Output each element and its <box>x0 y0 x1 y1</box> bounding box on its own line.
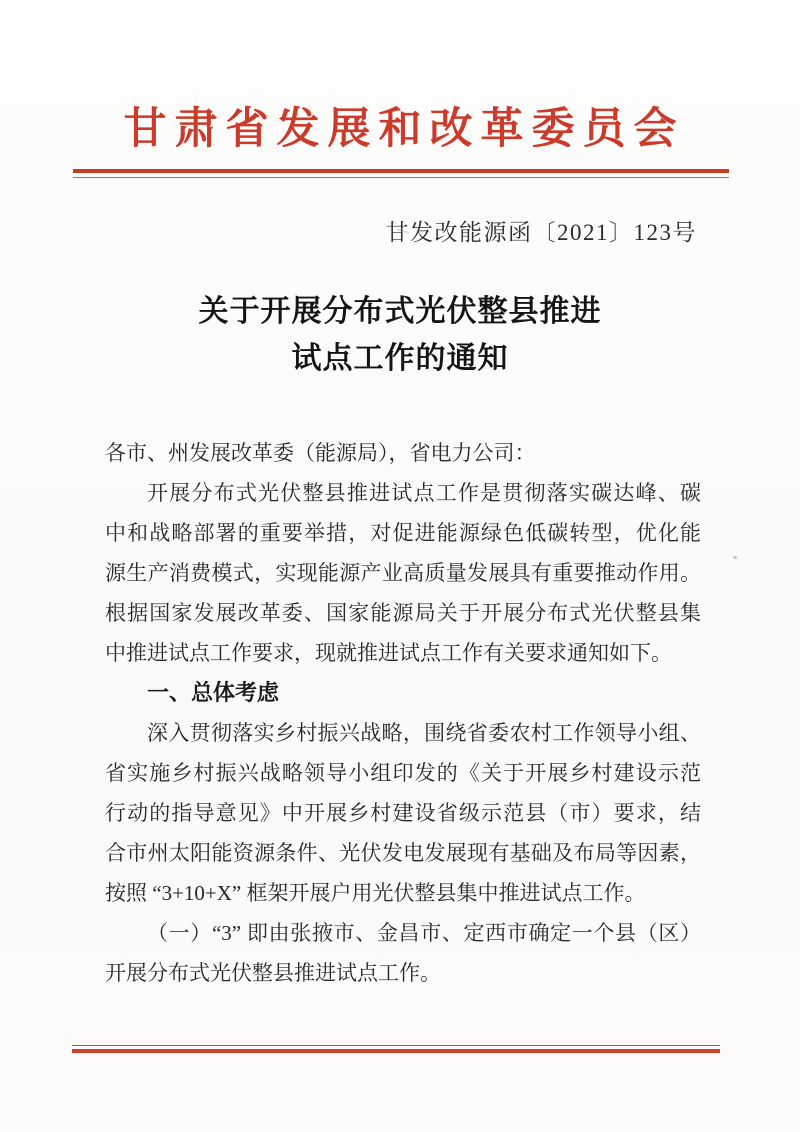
body-line: 开展分布式光伏整县推进试点工作是贯彻落实碳达峰、碳 <box>147 481 701 505</box>
footer-divider <box>72 1045 720 1053</box>
letterhead-divider-thin-line <box>73 177 729 179</box>
body-line: 深入贯彻落实乡村振兴战略，围绕省委农村工作领导小组、 <box>147 721 701 745</box>
document-number: 甘发改能源函〔2021〕123号 <box>385 220 697 245</box>
body-line: （一）“3” 即由张掖市、金昌市、定西市确定一个县（区） <box>147 921 701 945</box>
letterhead-org-title: 甘肃省发展和改革委员会 <box>123 106 685 153</box>
body-line: 按照 “3+10+X” 框架开展户用光伏整县集中推进试点工作。 <box>105 881 646 905</box>
body-line: 中推进试点工作要求，现就推进试点工作有关要求通知如下。 <box>105 641 672 665</box>
body-line: 开展分布式光伏整县推进试点工作。 <box>105 961 441 985</box>
document-title <box>0 288 800 382</box>
document-title-line-1: 关于开展分布式光伏整县推进 <box>198 295 602 328</box>
scan-speckle <box>733 556 737 559</box>
letterhead-divider <box>73 169 729 178</box>
footer-divider-thick-line <box>72 1049 720 1053</box>
body-line: 行动的指导意见》中开展乡村建设省级示范县（市）要求，结 <box>105 801 701 825</box>
body-line: 根据国家发展改革委、国家能源局关于开展分布式光伏整县集 <box>105 601 701 625</box>
document-body <box>105 433 701 993</box>
footer-divider-thin-line <box>72 1045 720 1046</box>
document-title-line-2: 试点工作的通知 <box>291 342 509 375</box>
section-heading-1: 一、总体考虑 <box>147 680 280 705</box>
salutation-line: 各市、州发展改革委（能源局），省电力公司： <box>105 441 536 465</box>
body-line: 合市州太阳能资源条件、光伏发电发展现有基础及布局等因素， <box>105 841 701 865</box>
letterhead-divider-thick-line <box>73 169 729 173</box>
body-line: 省实施乡村振兴战略领导小组印发的《关于开展乡村建设示范 <box>105 761 701 785</box>
body-line: 源生产消费模式，实现能源产业高质量发展具有重要推动作用。 <box>105 561 701 585</box>
body-line: 中和战略部署的重要举措，对促进能源绿色低碳转型，优化能 <box>105 521 701 545</box>
